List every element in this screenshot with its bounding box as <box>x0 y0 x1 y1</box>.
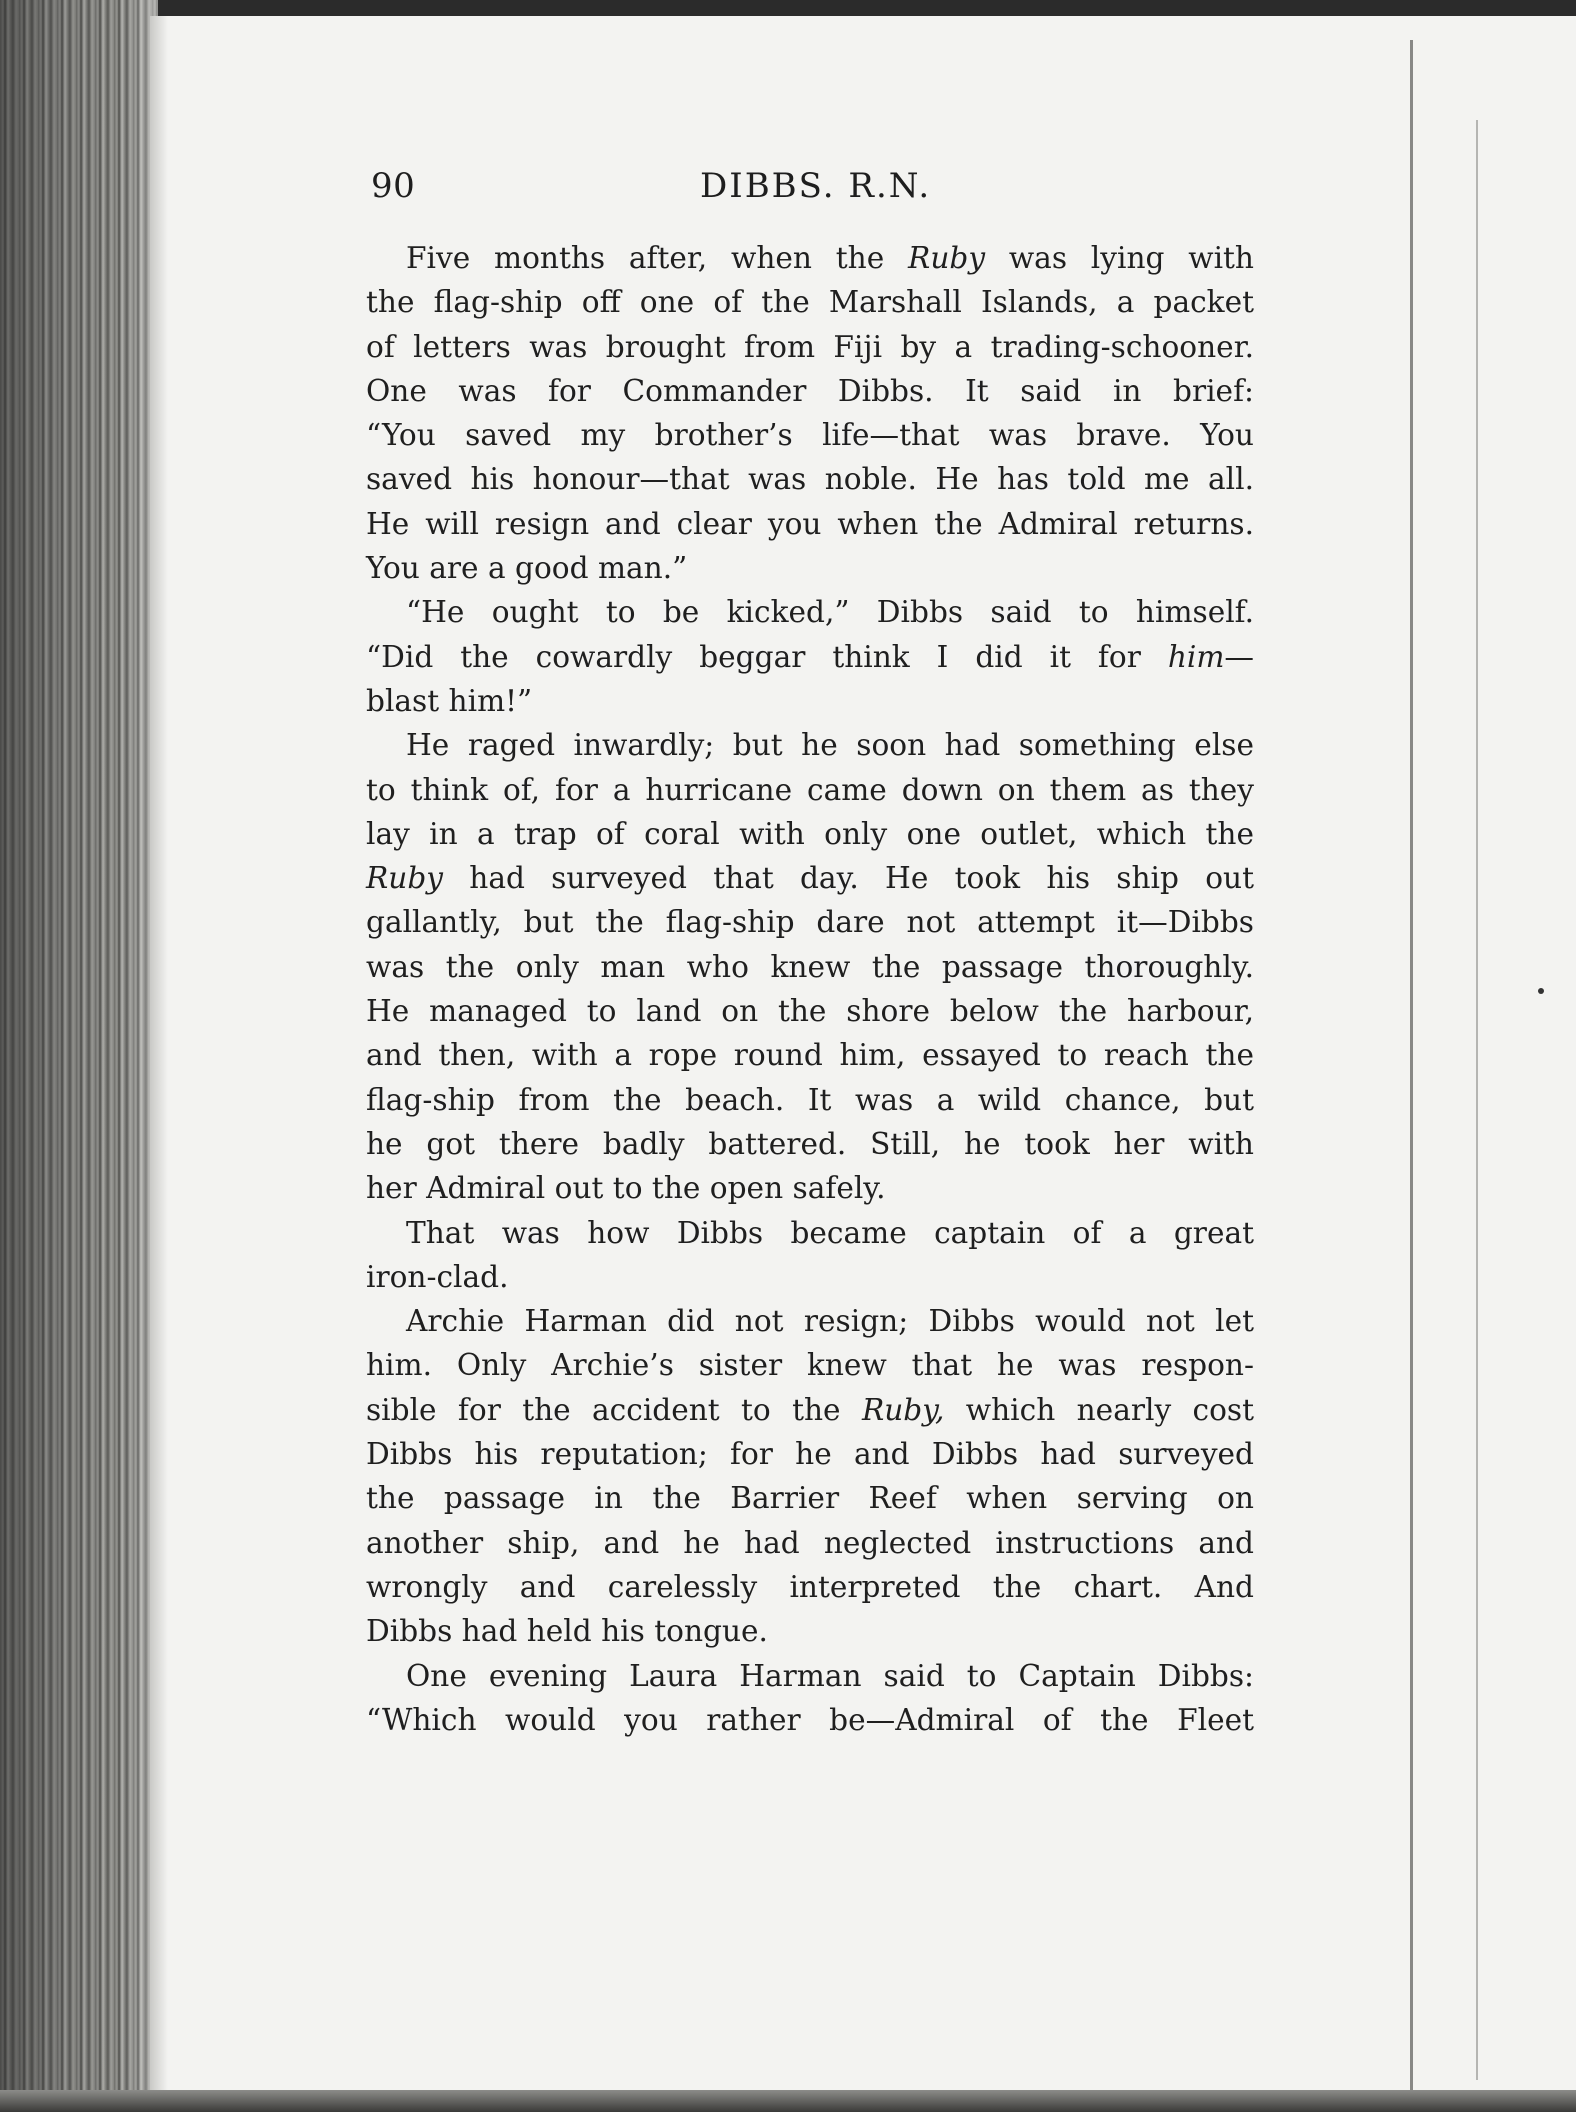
text-line: he got there badly battered. Still, he took her with <box>366 1126 1254 1161</box>
text-line: the passage in the Barrier Reef when serving on <box>366 1481 1254 1516</box>
page-number: 90 <box>371 166 416 206</box>
text-line: iron-clad. <box>366 1259 509 1294</box>
text-line: He raged inwardly; but he soon had something else <box>406 728 1254 763</box>
text-line: flag-ship from the beach. It was a wild chance, but <box>366 1082 1254 1117</box>
text-line: wrongly and carelessly interpreted the chart. And <box>366 1569 1254 1604</box>
text-line: Dibbs his reputation; for he and Dibbs had surveyed <box>366 1437 1254 1472</box>
italic-text: him <box>1167 639 1225 674</box>
text-line: to think of, for a hurricane came down on them as they <box>366 772 1254 807</box>
text-line: the flag-ship off one of the Marshall Islands, a packet <box>366 285 1254 320</box>
text-line: One was for Commander Dibbs. It said in brief: <box>366 373 1254 408</box>
text-line: “You saved my brother’s life—that was brave. You <box>366 418 1254 453</box>
text-line: He managed to land on the shore below the harbour, <box>366 994 1254 1029</box>
scan-top-border <box>0 0 1576 16</box>
text-line: “Which would you rather be—Admiral of the Fleet <box>366 1702 1254 1737</box>
text-line: blast him!” <box>366 683 533 718</box>
running-head: DIBBS. R.N. <box>700 166 932 206</box>
text-line: You are a good man.” <box>366 551 688 586</box>
text-line: saved his honour—that was noble. He has told me all. <box>366 462 1254 497</box>
text-line: another ship, and he had neglected instructions and <box>366 1525 1254 1560</box>
text-line: He will resign and clear you when the Admiral returns. <box>366 506 1254 541</box>
spine-shadow <box>0 0 158 2112</box>
text-line: was the only man who knew the passage thoroughly. <box>366 949 1254 984</box>
text-line: gallantly, but the flag-ship dare not attempt it—Dibbs <box>366 905 1254 940</box>
text-line: Dibbs had held his tongue. <box>366 1614 768 1649</box>
italic-text: Ruby, <box>861 1392 945 1427</box>
text-line: One evening Laura Harman said to Captain Dibbs: <box>406 1658 1254 1693</box>
text-line: Ruby had surveyed that day. He took his ship out <box>366 861 1254 896</box>
body-text <box>366 236 1254 1742</box>
italic-text: Ruby <box>908 241 986 275</box>
page-header <box>371 166 1251 222</box>
scan-bottom-border <box>0 2090 1576 2112</box>
text-line: Archie Harman did not resign; Dibbs would not let <box>406 1304 1254 1339</box>
italic-text: Ruby <box>366 861 444 896</box>
text-line: him. Only Archie’s sister knew that he was respon- <box>366 1348 1254 1383</box>
text-line: “Did the cowardly beggar think I did it for him— <box>366 639 1254 674</box>
text-line: “He ought to be kicked,” Dibbs said to himself. <box>406 595 1254 630</box>
facing-page-edge <box>1410 40 1413 2090</box>
text-line: her Admiral out to the open safely. <box>366 1171 886 1206</box>
page-edge <box>150 16 168 2096</box>
text-line: lay in a trap of coral with only one outlet, which the <box>366 816 1254 851</box>
scan-speck <box>1538 988 1544 994</box>
facing-page-fold <box>1476 120 1478 2080</box>
text-line: of letters was brought from Fiji by a trading-schooner. <box>366 329 1254 364</box>
text-line: sible for the accident to the Ruby, which nearly cost <box>366 1392 1254 1427</box>
text-line: and then, with a rope round him, essayed to reach the <box>366 1038 1254 1073</box>
text-line: That was how Dibbs became captain of a great <box>406 1215 1254 1250</box>
text-line: Five months after, when the Ruby was lying with <box>406 241 1254 275</box>
